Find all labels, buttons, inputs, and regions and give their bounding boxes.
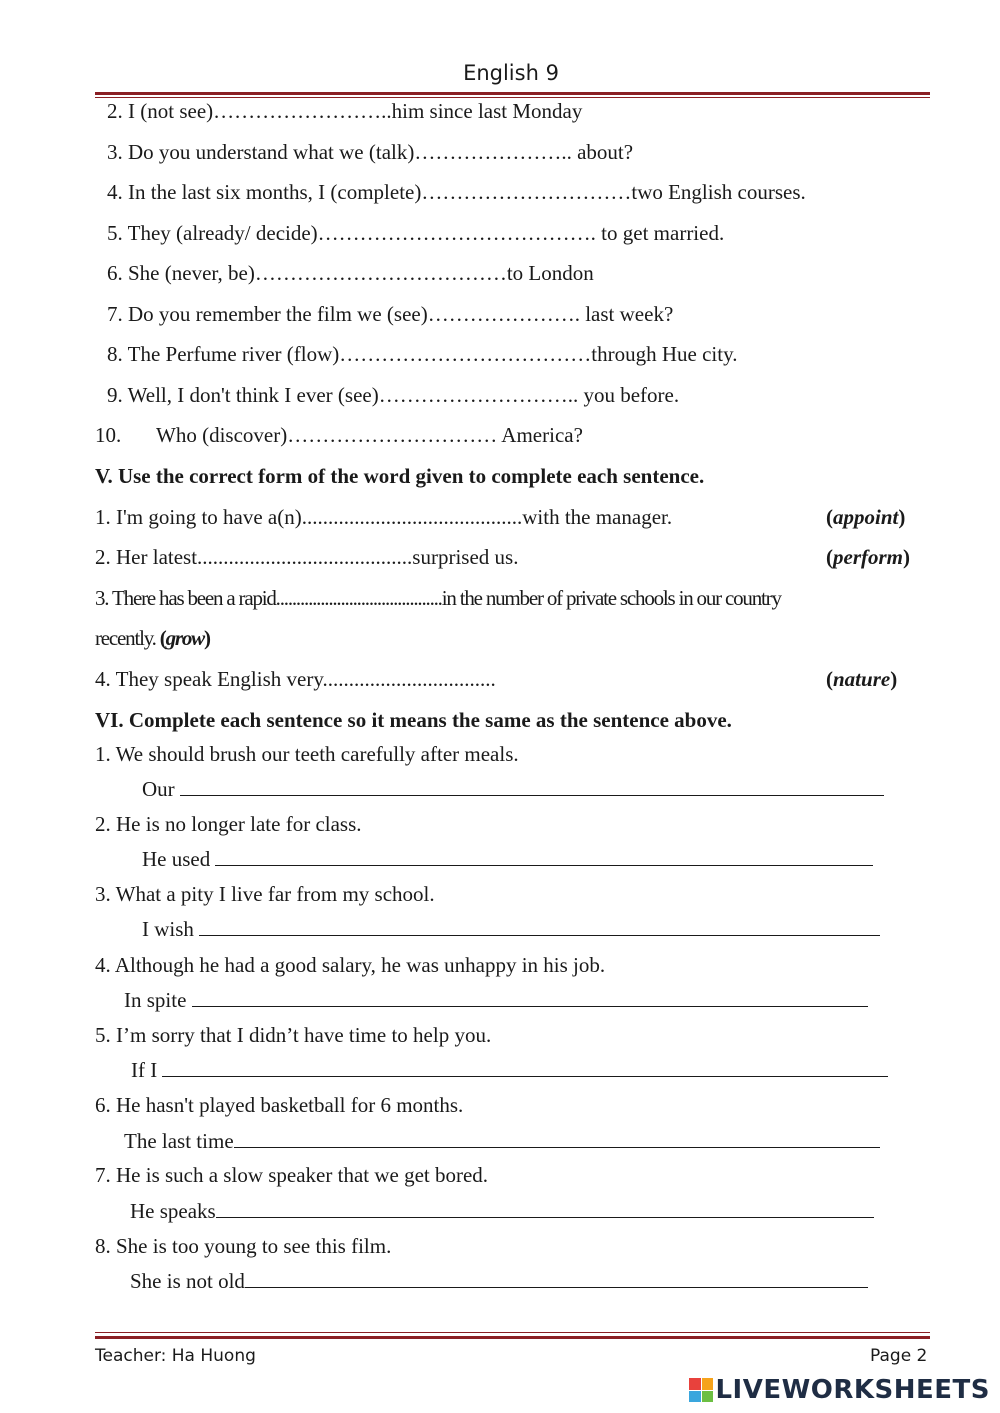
exercise-item-continued: recently. (grow): [95, 626, 210, 650]
exercise-item: 3. Do you understand what we (talk)………………….. about?: [107, 140, 634, 164]
rewrite-sentence: 5. I’m sorry that I didn’t have time to help you.: [95, 1023, 492, 1047]
word-hint-text: grow: [165, 626, 204, 650]
logo-square: [689, 1391, 701, 1403]
rewrite-start: In spite: [124, 988, 187, 1012]
answer-blank[interactable]: [216, 1199, 874, 1218]
rewrite-start: He used: [142, 847, 211, 871]
rewrite-start: If I: [131, 1058, 158, 1082]
rewrite-start: She is not old: [130, 1269, 245, 1293]
exercise-item: 2. I (not see)……………………..him since last Monday: [107, 99, 583, 123]
rewrite-sentence: 7. He is such a slow speaker that we get bored.: [95, 1163, 489, 1187]
logo-square: [702, 1391, 714, 1403]
answer-blank[interactable]: [180, 777, 884, 796]
rewrite-answer-row: [142, 917, 880, 942]
answer-blank[interactable]: [199, 917, 880, 936]
footer-rule: [95, 1336, 930, 1339]
exercise-item: 9. Well, I don't think I ever (see)……………………….. you before.: [107, 383, 680, 407]
word-hint: (perform): [826, 545, 910, 569]
liveworksheets-logo: [689, 1375, 990, 1405]
liveworksheets-wordmark: LIVEWORKSHEETS: [715, 1375, 990, 1405]
exercise-item: 5. They (already/ decide)…………………………………. to get married.: [107, 221, 725, 245]
rewrite-answer-row: [130, 1269, 868, 1294]
exercise-item: 4. They speak English very.................................: [95, 667, 496, 691]
section-heading: V. Use the correct form of the word given to complete each sentence.: [95, 464, 705, 488]
rewrite-answer-row: [130, 1199, 874, 1224]
footer-teacher: Teacher: Ha Huong: [95, 1346, 256, 1366]
rewrite-start: I wish: [142, 917, 194, 941]
rewrite-start: The last time: [124, 1129, 234, 1153]
rewrite-answer-row: [131, 1058, 888, 1083]
rewrite-sentence: 1. We should brush our teeth carefully after meals.: [95, 742, 519, 766]
rewrite-answer-row: [124, 1129, 880, 1154]
header-rule-thin: [95, 97, 930, 98]
rewrite-sentence: 2. He is no longer late for class.: [95, 812, 362, 836]
exercise-item: Who (discover)………………………… America?: [156, 423, 583, 447]
footer-rule-thin: [95, 1332, 930, 1333]
exercise-item: 7. Do you remember the film we (see)…………………. last week?: [107, 302, 674, 326]
word-hint-text: nature: [833, 667, 891, 691]
rewrite-sentence: 4. Although he had a good salary, he was unhappy in his job.: [95, 953, 606, 977]
header-rule: [95, 92, 930, 95]
answer-blank[interactable]: [215, 847, 873, 866]
exercise-item: 3. There has been a rapid.........................................in the number of private schools in our country: [95, 586, 781, 610]
rewrite-answer-row: [124, 988, 868, 1013]
word-hint: (appoint): [826, 505, 906, 529]
exercise-item: 4. In the last six months, I (complete)…………………………two English courses.: [107, 180, 806, 204]
logo-square: [689, 1378, 701, 1390]
rewrite-answer-row: [142, 847, 873, 872]
section-heading: VI. Complete each sentence so it means the same as the sentence above.: [95, 708, 732, 732]
answer-blank[interactable]: [234, 1129, 880, 1148]
rewrite-answer-row: [142, 777, 884, 802]
rewrite-sentence: 6. He hasn't played basketball for 6 months.: [95, 1093, 464, 1117]
word-hint-text: perform: [833, 545, 903, 569]
answer-blank[interactable]: [192, 988, 868, 1007]
exercise-item: 6. She (never, be)………………………………to London: [107, 261, 594, 285]
exercise-item: 2. Her latest.........................................surprised us.: [95, 545, 519, 569]
rewrite-start: Our: [142, 777, 175, 801]
exercise-item: 1. I'm going to have a(n)..........................................with the manager.: [95, 505, 673, 529]
exercise-item: 8. The Perfume river (flow)………………………………through Hue city.: [107, 342, 738, 366]
liveworksheets-icon: [689, 1378, 713, 1402]
page-header-title: English 9: [463, 61, 559, 85]
word-hint-text: appoint: [833, 505, 899, 529]
logo-square: [702, 1378, 714, 1390]
rewrite-start: He speaks: [130, 1199, 216, 1223]
answer-blank[interactable]: [245, 1269, 868, 1288]
exercise-item-number: 10.: [95, 423, 122, 447]
rewrite-sentence: 3. What a pity I live far from my school.: [95, 882, 435, 906]
answer-blank[interactable]: [162, 1058, 888, 1077]
exercise-item-text: recently.: [95, 626, 156, 650]
word-hint: (nature): [826, 667, 898, 691]
footer-page-number: Page 2: [870, 1346, 928, 1366]
rewrite-sentence: 8. She is too young to see this film.: [95, 1234, 392, 1258]
